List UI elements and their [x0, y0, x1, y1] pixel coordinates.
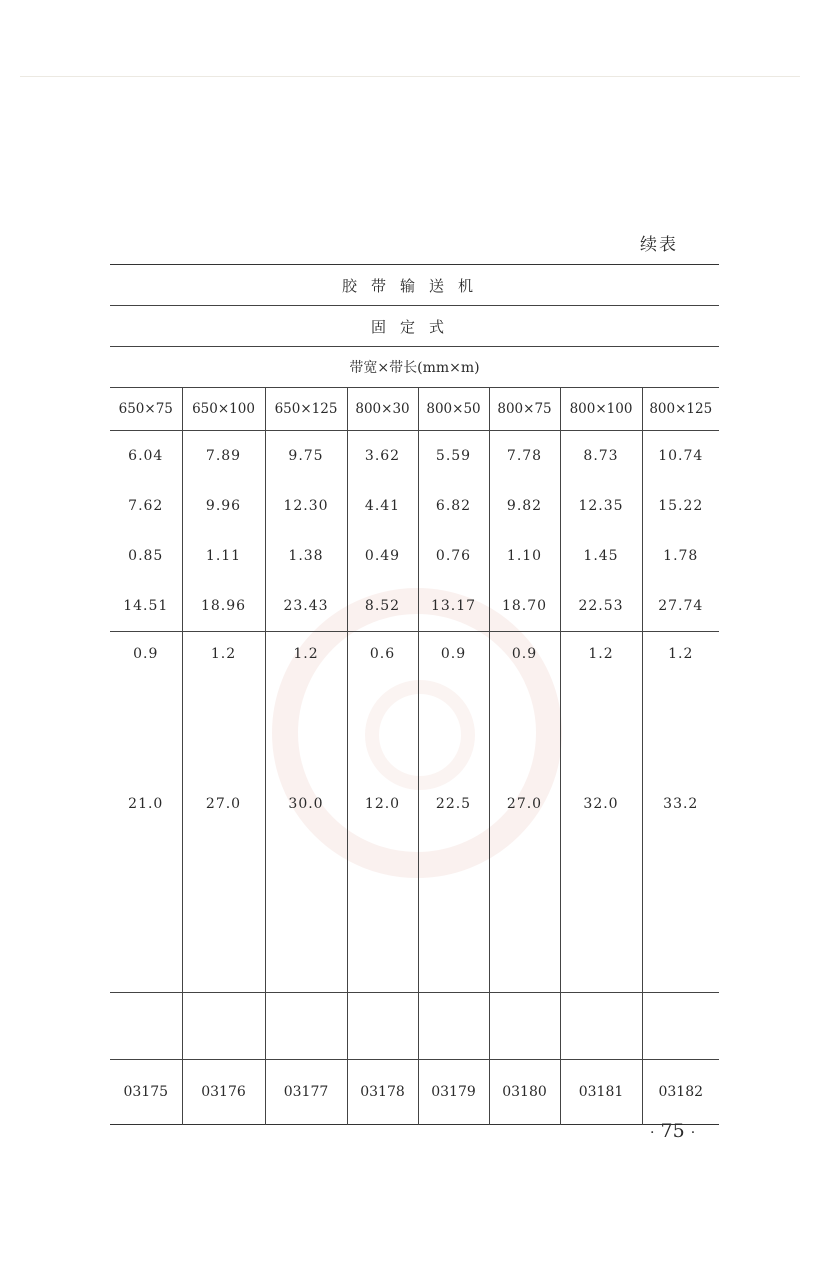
item-code: 03181 — [560, 1060, 642, 1125]
table-cell: 6.04 — [128, 448, 164, 464]
table-value: 12.0 — [364, 796, 401, 812]
table-cell: 15.22 — [642, 481, 719, 531]
table-row-blank — [110, 993, 719, 1060]
table-cell: 1.38 — [265, 531, 347, 581]
conveyor-table — [110, 264, 719, 1125]
table-cell: 6.82 — [418, 481, 489, 531]
table-cell: 12.30 — [265, 481, 347, 531]
table-cell — [265, 993, 347, 1060]
table-title: 胶带输送机 — [342, 276, 488, 295]
table-cell: 18.70 — [489, 581, 560, 632]
item-code: 03182 — [642, 1060, 719, 1125]
table-cell — [110, 632, 182, 993]
column-header: 800×30 — [347, 388, 418, 431]
table-value: 32.0 — [583, 796, 619, 812]
item-code: 03179 — [418, 1060, 489, 1125]
continued-label: 续表 — [640, 235, 678, 255]
table-cell — [642, 993, 719, 1060]
table-cell — [560, 632, 642, 993]
column-header: 800×100 — [560, 388, 642, 431]
table-row — [110, 632, 719, 993]
dimension-label: 带宽×带长(mm×m) — [349, 360, 480, 376]
table-row — [110, 581, 719, 632]
table-cell — [347, 632, 418, 993]
item-code: 03176 — [182, 1060, 265, 1125]
table-cell: 13.17 — [418, 581, 489, 632]
table-cell — [489, 632, 560, 993]
table-value: 0.9 — [133, 646, 159, 662]
table-cell: 18.96 — [182, 581, 265, 632]
table-cell: 8.73 — [560, 431, 642, 482]
table-cell — [182, 993, 265, 1060]
table-value: 0.6 — [369, 646, 396, 662]
table-value: 27.0 — [205, 796, 242, 812]
table-subtitle: 固定式 — [371, 317, 459, 336]
table-cell: 1.10 — [489, 531, 560, 581]
table-cell: 9.96 — [182, 481, 265, 531]
table-cell: 5.59 — [418, 431, 489, 482]
column-header: 650×125 — [265, 388, 347, 431]
table-cell: 23.43 — [265, 581, 347, 632]
table-cell — [642, 632, 719, 993]
page-number-value: 75 — [660, 1120, 685, 1142]
table-cell — [418, 993, 489, 1060]
table-cell: 7.62 — [128, 498, 164, 514]
table-value: 0.9 — [440, 646, 467, 662]
table-cell — [110, 993, 182, 1060]
table-cell: 7.78 — [489, 431, 560, 482]
page-number-dot: · — [690, 1125, 696, 1141]
table-row — [110, 431, 719, 482]
column-header: 800×125 — [642, 388, 719, 431]
column-header: 800×75 — [489, 388, 560, 431]
table-cell: 7.89 — [182, 431, 265, 482]
table-value: 27.0 — [506, 796, 543, 812]
table-row-codes — [110, 1060, 719, 1125]
table-cell: 12.35 — [560, 481, 642, 531]
table-cell: 0.85 — [128, 548, 164, 564]
table-value: 1.2 — [293, 646, 319, 662]
table-value: 0.9 — [511, 646, 538, 662]
table-value: 1.2 — [588, 646, 614, 662]
table-row — [110, 481, 719, 531]
item-code: 03175 — [123, 1084, 169, 1100]
item-code: 03178 — [347, 1060, 418, 1125]
table-cell: 22.53 — [560, 581, 642, 632]
table-cell: 8.52 — [347, 581, 418, 632]
table-cell: 10.74 — [642, 431, 719, 482]
table-cell — [560, 993, 642, 1060]
table-cell: 9.82 — [489, 481, 560, 531]
table-cell: 0.49 — [347, 531, 418, 581]
table-cell: 1.11 — [182, 531, 265, 581]
page-number-dot: · — [650, 1125, 655, 1141]
table-cell: 1.78 — [642, 531, 719, 581]
table-cell: 27.74 — [642, 581, 719, 632]
table-cell — [265, 632, 347, 993]
table-row — [110, 531, 719, 581]
table-cell — [418, 632, 489, 993]
table-value: 22.5 — [435, 796, 472, 812]
column-header: 800×50 — [418, 388, 489, 431]
table-cell: 4.41 — [347, 481, 418, 531]
column-header: 650×75 — [118, 401, 173, 417]
table-value: 33.2 — [663, 796, 699, 812]
page-number — [650, 1120, 695, 1142]
table-value: 1.2 — [210, 646, 237, 662]
page-top-rule — [20, 76, 800, 77]
table-cell — [489, 993, 560, 1060]
table-value: 1.2 — [668, 646, 694, 662]
table-value: 21.0 — [128, 796, 164, 812]
table-cell: 14.51 — [123, 598, 169, 614]
table-cell — [182, 632, 265, 993]
item-code: 03177 — [265, 1060, 347, 1125]
table-cell — [347, 993, 418, 1060]
column-header: 650×100 — [182, 388, 265, 431]
table-cell: 1.45 — [560, 531, 642, 581]
table-cell: 0.76 — [418, 531, 489, 581]
table-cell: 3.62 — [347, 431, 418, 482]
table-cell: 9.75 — [265, 431, 347, 482]
table-value: 30.0 — [288, 796, 324, 812]
item-code: 03180 — [489, 1060, 560, 1125]
